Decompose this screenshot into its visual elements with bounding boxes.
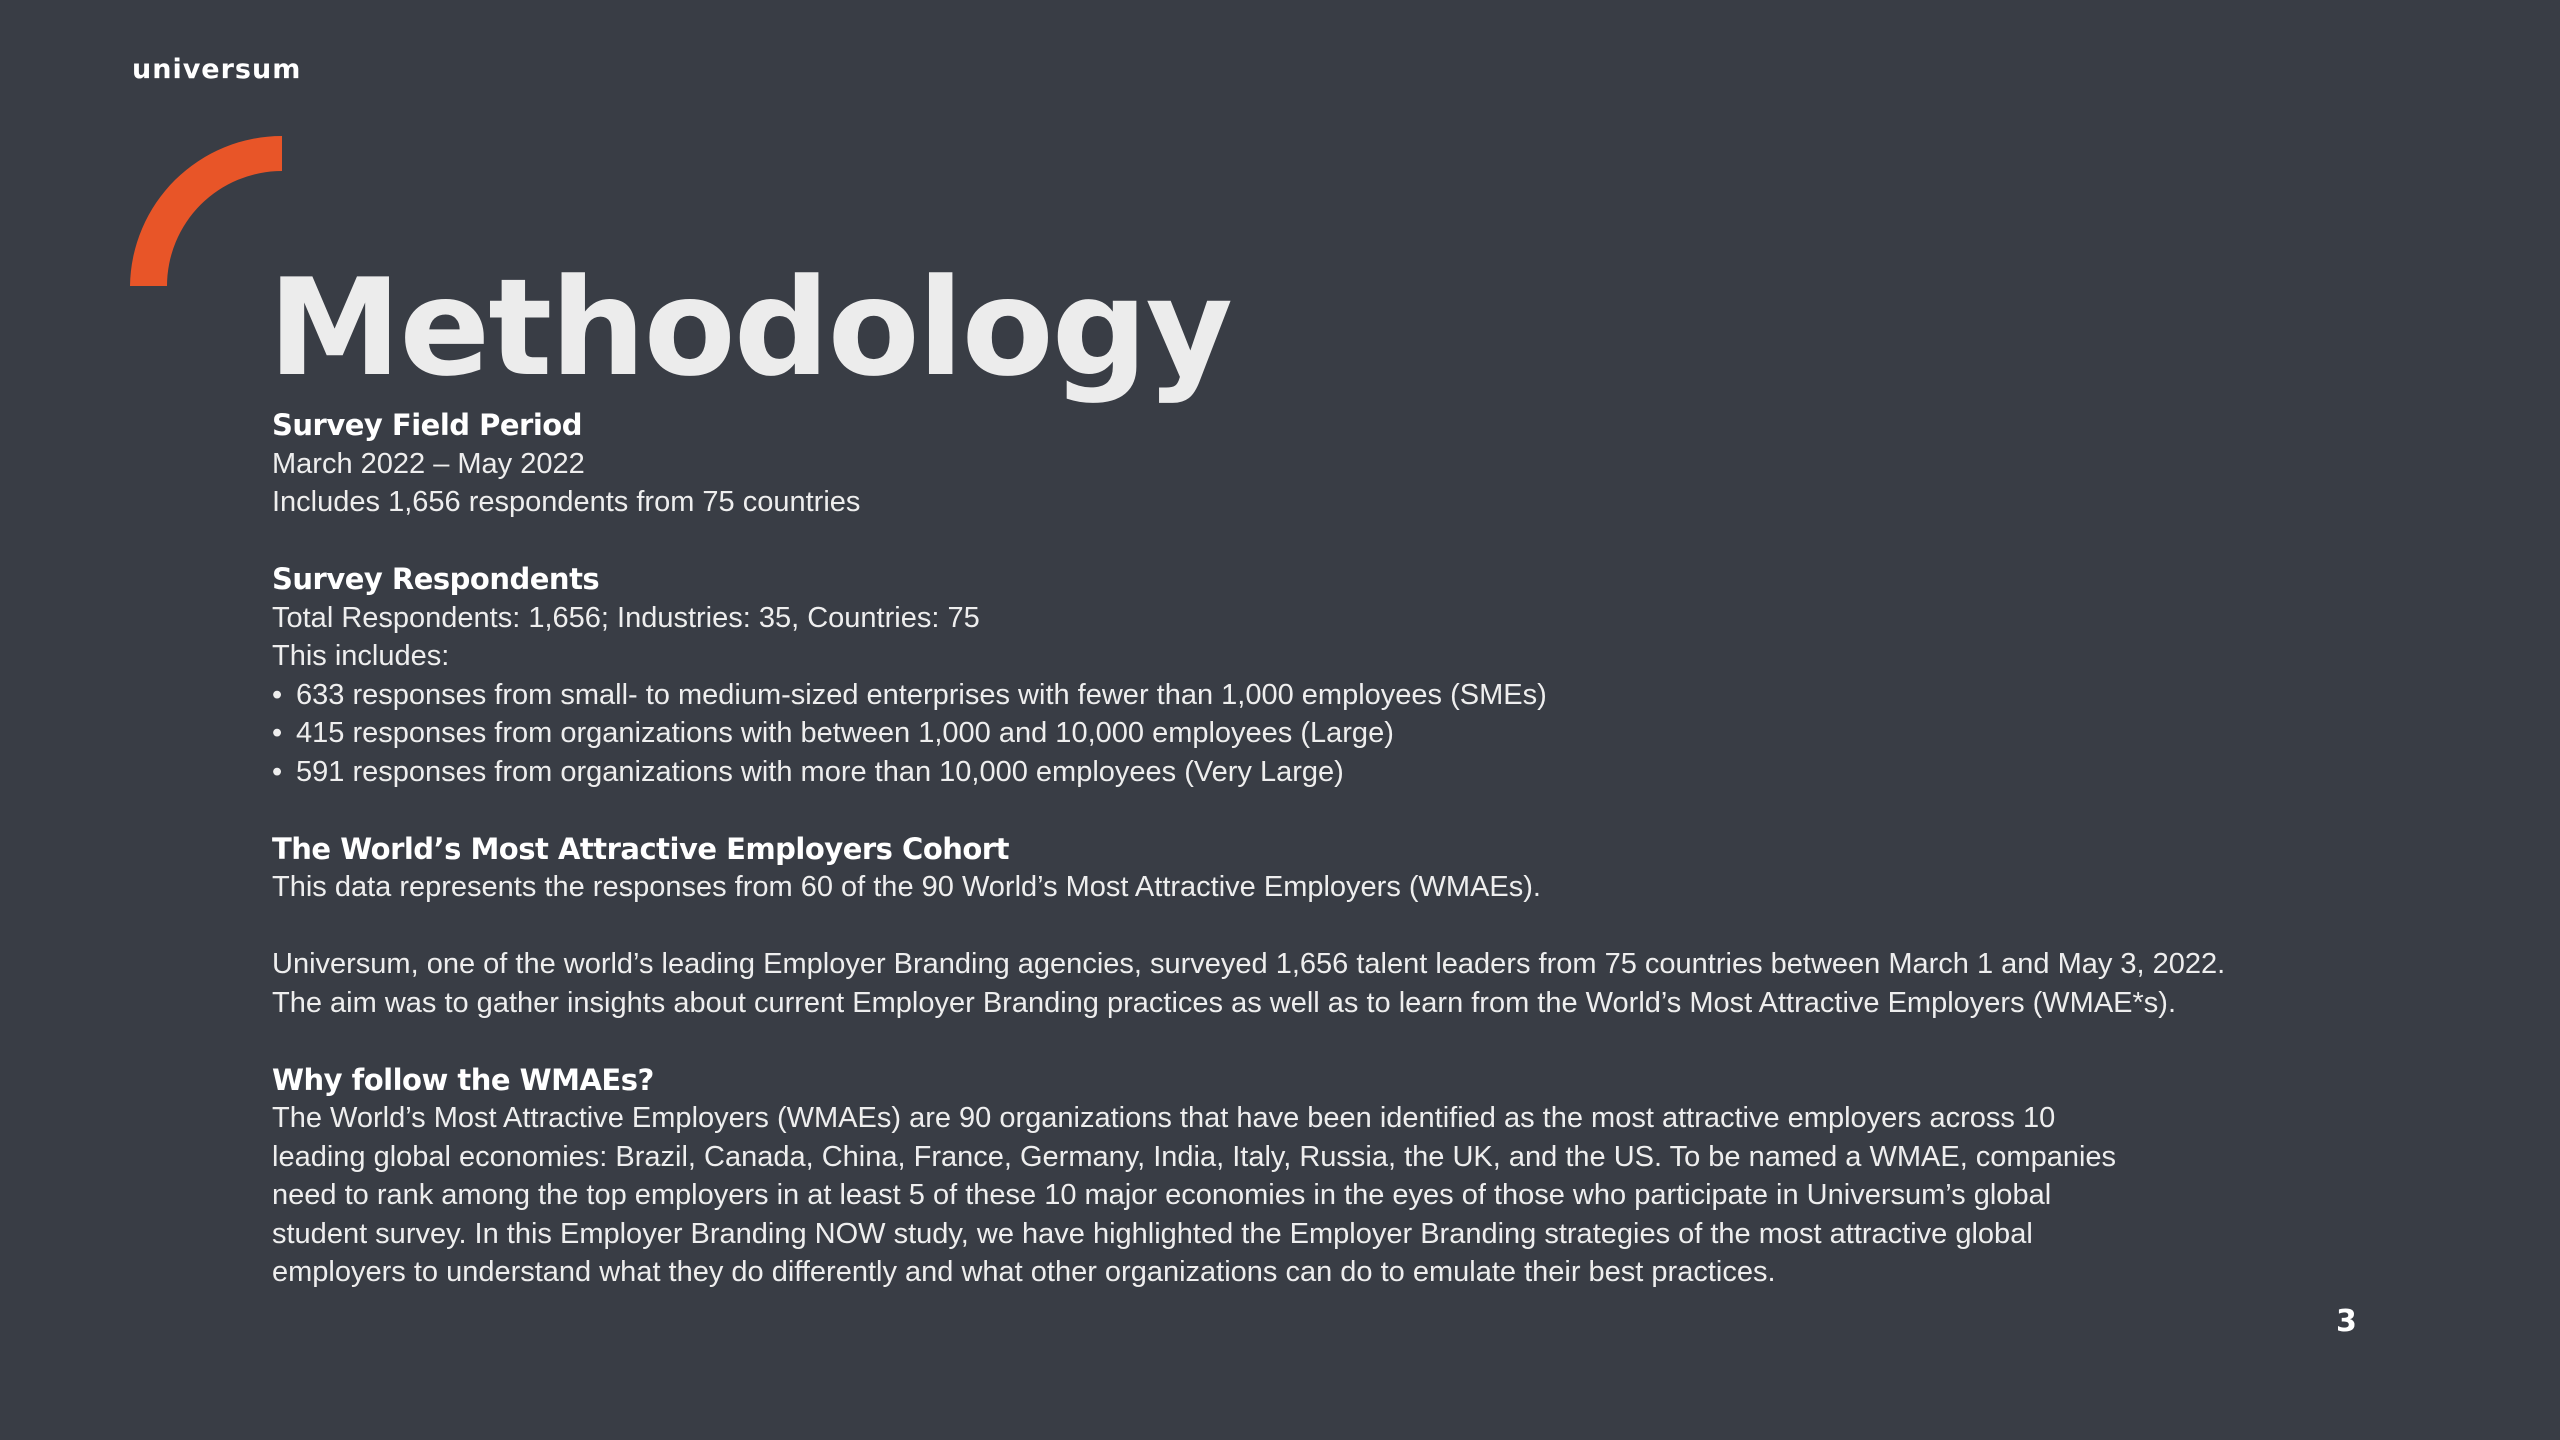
bullet-item-smes: • 633 responses from small- to medium-sized enterprises with fewer than 1,000 employees (SMEs) <box>272 676 2152 715</box>
why-paragraph: The World’s Most Attractive Employers (WMAEs) are 90 organizations that have been identified as the most attractive employers across 10 leading global economies: Brazil, Canada, China, France, Germany, India, Italy, Russia, the UK, and the US. To be named a WMAE, companies need to rank among the top employers in at least 5 of these 10 major economies in the eyes of those who participate in Universum’s global student survey. In this Employer Branding NOW study, we have highlighted the Employer Branding strategies of the most attractive global employers to understand what they do differently and what other organizations can do to emulate their best practices. <box>272 1102 2117 1288</box>
field-period-dates: March 2022 – May 2022 <box>272 447 585 480</box>
page-number: 3 <box>2336 1304 2357 1339</box>
respondents-totals: Total Respondents: 1,656; Industries: 35, Countries: 75 <box>272 601 980 634</box>
respondents-section <box>272 560 2152 791</box>
about-survey-line: Universum, one of the world’s leading Employer Branding agencies, surveyed 1,656 talent leaders from 75 countries between March 1 and May 3, 2022. <box>272 948 2226 980</box>
cohort-description: This data represents the responses from 60 of the 90 World’s Most Attractive Employers (WMAEs). <box>272 871 1541 903</box>
respondents-bullet-list <box>272 676 2152 792</box>
methodology-content <box>272 406 2226 1292</box>
about-section <box>272 945 2226 1022</box>
bullet-item-large: • 415 responses from organizations with between 1,000 and 10,000 employees (Large) <box>272 714 2152 753</box>
why-heading: Why follow the WMAEs? <box>272 1062 654 1097</box>
respondents-heading: Survey Respondents <box>272 562 600 596</box>
about-aim-line: The aim was to gather insights about current Employer Branding practices as well as to learn from the World’s Most Attractive Employers (WMAE*s). <box>272 986 2177 1019</box>
cohort-section <box>272 830 2152 907</box>
why-section <box>272 1061 2152 1292</box>
universum-logo: universum <box>132 54 302 85</box>
accent-arc-shape <box>130 136 284 286</box>
page-title: Methodology <box>268 250 1231 406</box>
field-period-section <box>272 406 2152 522</box>
bullet-item-very-large: • 591 responses from organizations with more than 10,000 employees (Very Large) <box>272 753 2152 792</box>
respondents-includes-label: This includes: <box>272 640 450 672</box>
field-period-respondents: Includes 1,656 respondents from 75 countries <box>272 486 861 518</box>
field-period-heading: Survey Field Period <box>272 408 582 442</box>
cohort-heading: The World’s Most Attractive Employers Cohort <box>272 831 1009 866</box>
